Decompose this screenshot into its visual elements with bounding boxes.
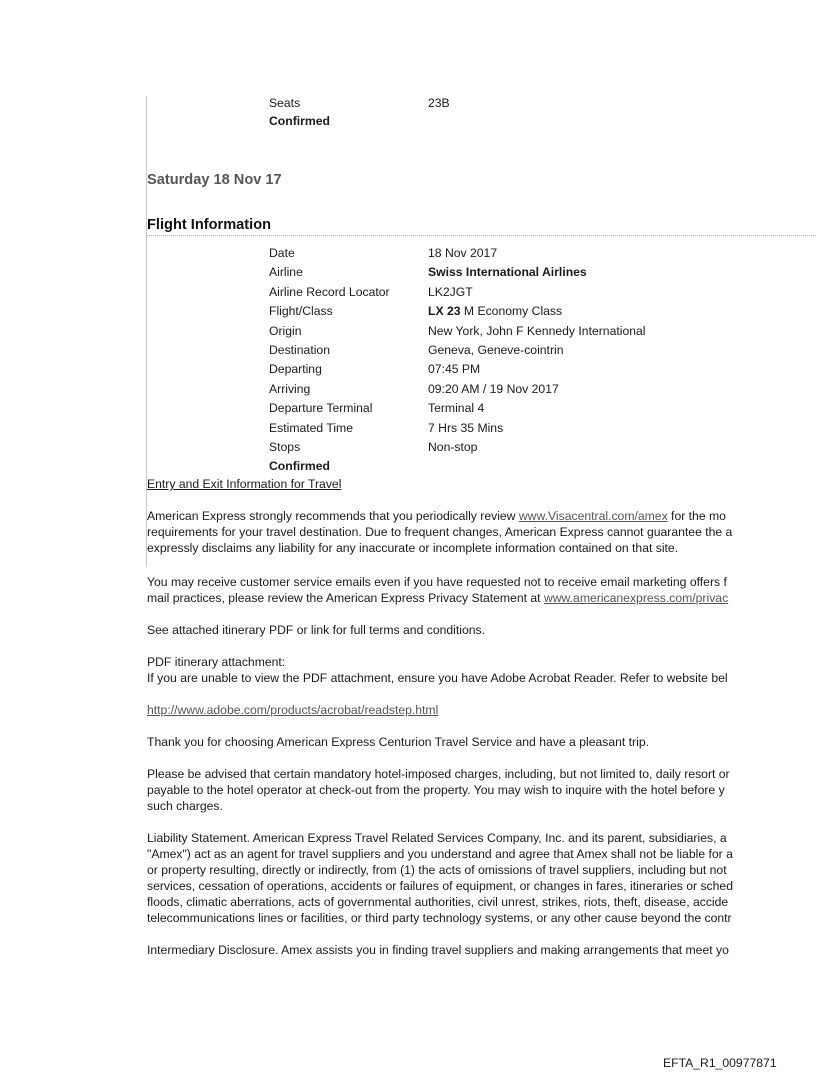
row-value: Non-stop: [428, 439, 478, 454]
row-value: 18 Nov 2017: [428, 246, 498, 260]
day-heading: Saturday 18 Nov 17: [147, 172, 282, 188]
table-row: [269, 343, 645, 362]
table-row: [269, 401, 645, 420]
paragraph-line: requirements for your travel destination. Due to frequent changes, American Express cannot guarantee the a: [147, 525, 733, 539]
paragraph-text: mail practices, please review the American Express Privacy Statement at: [147, 591, 544, 605]
table-row: [269, 246, 645, 265]
seats-value: 23B: [428, 96, 450, 110]
row-label: Estimated Time: [269, 420, 353, 435]
table-row: [269, 324, 645, 343]
paragraph-line: expressly disclaims any liability for any inaccurate or incomplete information contained on that site.: [147, 541, 679, 555]
table-row: [269, 265, 645, 284]
row-value: LK2JGT: [428, 284, 473, 299]
paragraph-line: If you are unable to view the PDF attachment, ensure you have Adobe Acrobat Reader. Refer to website bel: [147, 671, 728, 685]
paragraph-line: services, cessation of operations, accidents or failures of equipment, or changes in fares, itineraries or sched: [147, 879, 733, 893]
document-id: EFTA_R1_00977871: [663, 1056, 777, 1070]
visacentral-link[interactable]: www.Visacentral.com/amex: [518, 509, 668, 523]
paragraph-line: You may receive customer service emails even if you have requested not to receive email marketing offers f: [147, 575, 727, 589]
flight-info-table: [269, 246, 645, 459]
table-row: [269, 421, 645, 440]
row-label: Destination: [269, 342, 330, 357]
paragraph-line: telecommunications lines or facilities, or third party technology systems, or any other cause beyond the contr: [147, 911, 732, 925]
flight-status: Confirmed: [269, 459, 330, 473]
paragraph-text: for the mo: [667, 509, 726, 523]
visa-recommendation-paragraph: [147, 508, 816, 556]
hotel-charges-paragraph: [147, 766, 816, 814]
paragraph-line: PDF itinerary attachment:: [147, 655, 286, 669]
paragraph-text: American Express strongly recommends that you periodically review: [147, 509, 519, 523]
cabin-class: M Economy Class: [463, 304, 563, 319]
section-divider: [146, 235, 816, 236]
row-label: Flight/Class: [269, 304, 333, 319]
paragraph-line: "Amex") act as an agent for travel suppliers and you understand and agree that Amex shall not be liable for a: [147, 847, 733, 861]
table-row: [269, 362, 645, 381]
paragraph-line: Please be advised that certain mandatory hotel-imposed charges, including, but not limited to, daily resort or: [147, 767, 730, 781]
paragraph-line: [147, 590, 816, 606]
flight-number: LX 23: [428, 304, 461, 319]
row-label: Arriving: [269, 381, 311, 396]
row-value: Terminal 4: [428, 401, 485, 416]
table-row: [269, 285, 645, 304]
paragraph-line: such charges.: [147, 799, 223, 813]
liability-statement-paragraph: [147, 830, 816, 926]
flight-class-value: [428, 304, 645, 323]
paragraph-line: payable to the hotel operator at check-out from the property. You may wish to inquire with the hotel before y: [147, 783, 725, 797]
seats-label: Seats: [269, 96, 301, 110]
row-label: Departure Terminal: [269, 401, 373, 416]
row-label: Stops: [269, 439, 301, 454]
row-label: Date: [269, 246, 295, 260]
entry-exit-info-link[interactable]: Entry and Exit Information for Travel: [147, 477, 342, 491]
row-value: 07:45 PM: [428, 362, 481, 377]
paragraph-line: [147, 508, 816, 524]
terms-paragraph: See attached itinerary PDF or link for full terms and conditions.: [147, 623, 486, 637]
pdf-attachment-paragraph: [147, 654, 816, 686]
adobe-link-paragraph: [147, 702, 816, 718]
paragraph-line: floods, climatic aberrations, acts of governmental authorities, civil unrest, strikes, riots, theft, disease, accide: [147, 895, 729, 909]
privacy-statement-link[interactable]: www.americanexpress.com/privac: [543, 591, 729, 605]
email-notice-paragraph: [147, 574, 816, 606]
paragraph-line: Liability Statement. American Express Travel Related Services Company, Inc. and its parent, subsidiaries, a: [147, 831, 727, 845]
table-row: [269, 382, 645, 401]
adobe-reader-link[interactable]: http://www.adobe.com/products/acrobat/readstep.html: [147, 703, 439, 717]
row-value: 09:20 AM / 19 Nov 2017: [428, 381, 559, 396]
table-row: [269, 304, 645, 323]
table-row: [269, 440, 645, 459]
left-border-line: [146, 96, 147, 567]
row-label: Airline: [269, 265, 303, 280]
paragraph-line: or property resulting, directly or indirectly, from (1) the acts of omissions of travel suppliers, including but not: [147, 863, 727, 877]
seats-status: Confirmed: [269, 114, 330, 128]
row-value: New York, John F Kennedy International: [428, 323, 646, 338]
row-label: Airline Record Locator: [269, 284, 390, 299]
row-value: 7 Hrs 35 Mins: [428, 420, 504, 435]
row-value: Geneva, Geneve-cointrin: [428, 342, 564, 357]
intermediary-disclosure-paragraph: Intermediary Disclosure. Amex assists you in finding travel suppliers and making arrangements that meet yo: [147, 943, 729, 957]
airline-value: Swiss International Airlines: [428, 265, 587, 280]
row-label: Origin: [269, 323, 302, 338]
thank-you-paragraph: Thank you for choosing American Express Centurion Travel Service and have a pleasant trip.: [147, 735, 649, 749]
flight-info-heading: Flight Information: [147, 217, 272, 233]
row-label: Departing: [269, 362, 322, 377]
